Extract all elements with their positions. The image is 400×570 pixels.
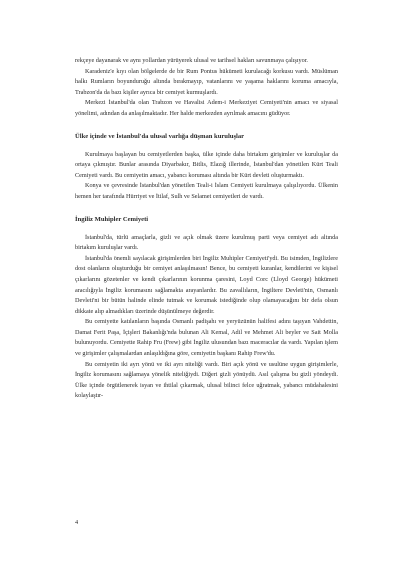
- paragraph: İstanbul'da önemli sayılacak girişimlerden biri İngiliz Muhipler Cemiyeti'ydi. Bu isimden, İngilizlere dost olanların oluşturduğu bir cemiyet anlaşılmasın! Bence, bu cemiyeti kuranlar, kendilerini ve kişisel çıkarlarını gözetenler ve kendi çıkarlarının korunma çaresini, Loyd Corc (Lloyd George) hükümeti aracılığıyla İngiliz korumasını sağlamakta arayanlardır. Bu zavallıların, İngiltere Devleti'nin, Osmanlı Devleti'ni bir bütün halinde elinde tutmak ve korumak istediğinde olup olamayacağını bir defa olsun dikkate alıp almadıkları üzerinde düşünülmeye değerdir.: [75, 254, 338, 315]
- paragraph: Konya ve çevresinde İstanbul'dan yönetilen Teali-i İslam Cemiyeti kurulmaya çalışılıyordu. Ülkenin hemen her tarafında Hürriyet ve İtilaf, Sulh ve Selamet cemiyetleri de vardı.: [75, 182, 338, 200]
- paragraph: Bu cemiyette katılanların başında Osmanlı padişahı ve yeryüzünün halifesi adını taşıyan Vahdettin, Damat Ferit Paşa, İçişleri Bakanlığı'nda bulunan Ali Kemal, Adil ve Mehmet Ali beyler ve Sait Molla bulunuyordu. Cemiyette Rahip Fru (Frew) gibi İngiliz ulusundan bazı maceracılar da vardı. Yapılan işlem ve girişimler çalışmalardan anlaşıldığına göre, cemiyetin başkanı Rahip Frew'du.: [75, 318, 338, 358]
- paragraph: Merkezi İstanbul'da olan Trabzon ve Havalisi Adem-i Merkeziyet Cemiyeti'nin amacı ve siyasal yönelimi, adından da anlaşılmaktadır. Her halde merkezden ayrılmak amacını güdüyor.: [75, 99, 338, 117]
- text-block: [75, 56, 338, 402]
- paragraph: Bu cemiyetin iki ayrı yönü ve iki ayrı niteliği vardı. Biri açık yönü ve usulüne uygun girişimlerle, İngiliz korumasını sağlamaya yönelik niteliğiydi. Diğeri gizli yönüydü. Asıl çalışma bu gizli yöndeydi. Ülke içinde örgütlenerek isyan ve ihtilal çıkarmak, ulusal bilinci felce uğratmak, yabancı müdahalesini kolaylaştır-: [75, 360, 338, 400]
- page-number: 4: [75, 519, 79, 526]
- paragraph: İstanbul'da, türlü amaçlarla, gizli ve açık olmak üzere kurulmuş parti veya cemiyet adı altında birtakım kuruluşlar vardı.: [75, 233, 338, 252]
- section-heading: İngiliz Muhipler Cemiyeti: [75, 215, 149, 223]
- paragraph: Karadeniz'e kıyı olan bölgelerde de bir Rum Pontus hükümeti kurulacağı korkusu vardı. Müslüman halkı Rumların boyunduruğu altında bırakmayıp, vatanlarını ve yaşama haklarını koruma amacıyla, Trabzon'da da bazı kişiler ayrıca bir cemiyet kurmuşlardı.: [75, 67, 338, 96]
- paragraph: rekçeye dayanarak ve aynı yollardan yürüyerek ulusal ve tarihsel hakları savunmaya çalışıyor.: [75, 57, 308, 64]
- section-heading: Ülke içinde ve İstanbul'da ulusal varlığa düşman kuruluşlar: [75, 132, 245, 140]
- paragraph: Kurulmaya başlayan bu cemiyetlerden başka, ülke içinde daha birtakım girişimler ve kuruluşlar da ortaya çıkmıştır. Bunlar arasında Diyarbakır, Bitlis, Elazığ illerinde, İstanbul'dan yönetilen Kürt Teali Cemiyeti vardı. Bu cemiyetin amacı, yabancı koruması altında bir Kürt devleti oluşturmaktı.: [75, 150, 338, 179]
